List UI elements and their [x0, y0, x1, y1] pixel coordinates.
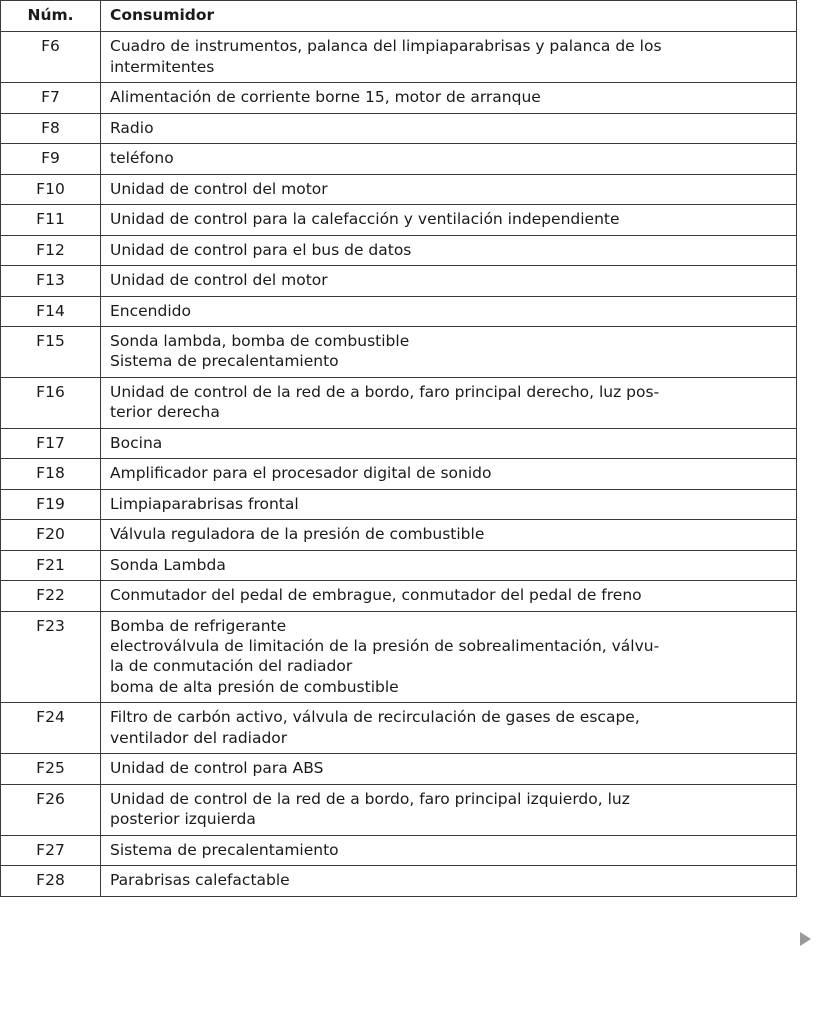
table-row [1, 550, 797, 580]
consumer-description-cell [101, 174, 797, 204]
fuse-number-cell: F7 [1, 83, 101, 113]
table-row [1, 784, 797, 835]
table-row [1, 174, 797, 204]
consumer-line: Unidad de control del motor [110, 179, 328, 198]
consumer-line: Sonda lambda, bomba de combustible [110, 331, 410, 350]
fuse-number-cell: F19 [1, 489, 101, 519]
consumer-description-cell [101, 459, 797, 489]
table-row [1, 83, 797, 113]
fuse-number-cell: F18 [1, 459, 101, 489]
consumer-line: ventilador del radiador [110, 728, 288, 747]
consumer-description-cell [101, 784, 797, 835]
consumer-description-cell [101, 581, 797, 611]
table-row [1, 32, 797, 83]
fuse-number-cell: F28 [1, 866, 101, 896]
column-header-number: Núm. [1, 1, 101, 32]
fuse-number-cell: F8 [1, 113, 101, 143]
consumer-line: Radio [110, 118, 154, 137]
table-row [1, 581, 797, 611]
fuse-number-cell: F21 [1, 550, 101, 580]
fuse-number-cell: F25 [1, 754, 101, 784]
consumer-description-cell [101, 754, 797, 784]
fuse-number-cell: F23 [1, 611, 101, 703]
consumer-description-cell [101, 377, 797, 428]
fuse-number-cell: F6 [1, 32, 101, 83]
table-row [1, 428, 797, 458]
consumer-description-cell [101, 866, 797, 896]
fuse-number-cell: F12 [1, 235, 101, 265]
consumer-description-cell [101, 113, 797, 143]
consumer-line: Válvula reguladora de la presión de combustible [110, 525, 485, 544]
table-row [1, 235, 797, 265]
consumer-description-cell [101, 520, 797, 550]
table-row [1, 520, 797, 550]
consumer-description-cell [101, 32, 797, 83]
consumer-line: la de conmutación del radiador [110, 657, 353, 676]
consumer-description-cell [101, 326, 797, 377]
consumer-line: Encendido [110, 301, 191, 320]
consumer-line: posterior izquierda [110, 810, 256, 829]
consumer-description-cell [101, 703, 797, 754]
table-row [1, 205, 797, 235]
fuse-number-cell: F9 [1, 144, 101, 174]
table-row [1, 113, 797, 143]
consumer-line: boma de alta presión de combustible [110, 677, 399, 696]
consumer-description-cell [101, 266, 797, 296]
table-row [1, 144, 797, 174]
table-row [1, 754, 797, 784]
consumer-description-cell [101, 835, 797, 865]
consumer-description-cell [101, 296, 797, 326]
fuse-number-cell: F16 [1, 377, 101, 428]
table-header [1, 1, 797, 32]
table-row [1, 866, 797, 896]
consumer-description-cell [101, 611, 797, 703]
column-header-consumer: Consumidor [101, 1, 797, 32]
fuse-number-cell: F14 [1, 296, 101, 326]
consumer-line: Bocina [110, 433, 163, 452]
table-header-row [1, 1, 797, 32]
table-row [1, 459, 797, 489]
triangle-right-icon [800, 932, 811, 946]
consumer-description-cell [101, 205, 797, 235]
fuse-number-cell: F17 [1, 428, 101, 458]
consumer-description-cell [101, 550, 797, 580]
fuse-number-cell: F10 [1, 174, 101, 204]
consumer-description-cell [101, 83, 797, 113]
table-row [1, 296, 797, 326]
consumer-line: teléfono [110, 149, 174, 168]
fuse-number-cell: F24 [1, 703, 101, 754]
consumer-line: Unidad de control para el bus de datos [110, 240, 412, 259]
fuse-number-cell: F11 [1, 205, 101, 235]
table-body [1, 32, 797, 896]
consumer-line: terior derecha [110, 403, 220, 422]
fuse-number-cell: F20 [1, 520, 101, 550]
consumer-line: Limpiaparabrisas frontal [110, 494, 299, 513]
consumer-line: Unidad de control para la calefacción y ventilación independiente [110, 210, 620, 229]
consumer-line: Unidad de control del motor [110, 271, 328, 290]
consumer-line: Sistema de precalentamiento [110, 840, 339, 859]
table-row [1, 703, 797, 754]
table-row [1, 377, 797, 428]
consumer-description-cell [101, 235, 797, 265]
table-row [1, 611, 797, 703]
consumer-description-cell [101, 489, 797, 519]
consumer-line: Filtro de carbón activo, válvula de recirculación de gases de escape, [110, 708, 640, 727]
fuse-number-cell: F13 [1, 266, 101, 296]
consumer-line: Sonda Lambda [110, 555, 226, 574]
consumer-line: intermitentes [110, 57, 215, 76]
consumer-line: Unidad de control para ABS [110, 759, 324, 778]
consumer-line: electroválvula de limitación de la presión de sobrealimentación, válvu- [110, 636, 660, 655]
fuse-number-cell: F26 [1, 784, 101, 835]
consumer-line: Sistema de precalentamiento [110, 352, 339, 371]
table-row [1, 266, 797, 296]
consumer-line: Bomba de refrigerante [110, 616, 287, 635]
consumer-line: Parabrisas calefactable [110, 871, 290, 890]
consumer-line: Unidad de control de la red de a bordo, faro principal derecho, luz pos- [110, 382, 660, 401]
table-row [1, 489, 797, 519]
table-row [1, 326, 797, 377]
table-row [1, 835, 797, 865]
consumer-line: Alimentación de corriente borne 15, motor de arranque [110, 88, 541, 107]
fuse-number-cell: F27 [1, 835, 101, 865]
consumer-description-cell [101, 428, 797, 458]
consumer-line: Conmutador del pedal de embrague, conmutador del pedal de freno [110, 586, 642, 605]
consumer-line: Cuadro de instrumentos, palanca del limpiaparabrisas y palanca de los [110, 37, 662, 56]
consumer-line: Amplificador para el procesador digital de sonido [110, 464, 492, 483]
fuse-number-cell: F15 [1, 326, 101, 377]
fuse-number-cell: F22 [1, 581, 101, 611]
consumer-description-cell [101, 144, 797, 174]
consumer-line: Unidad de control de la red de a bordo, faro principal izquierdo, luz [110, 789, 630, 808]
